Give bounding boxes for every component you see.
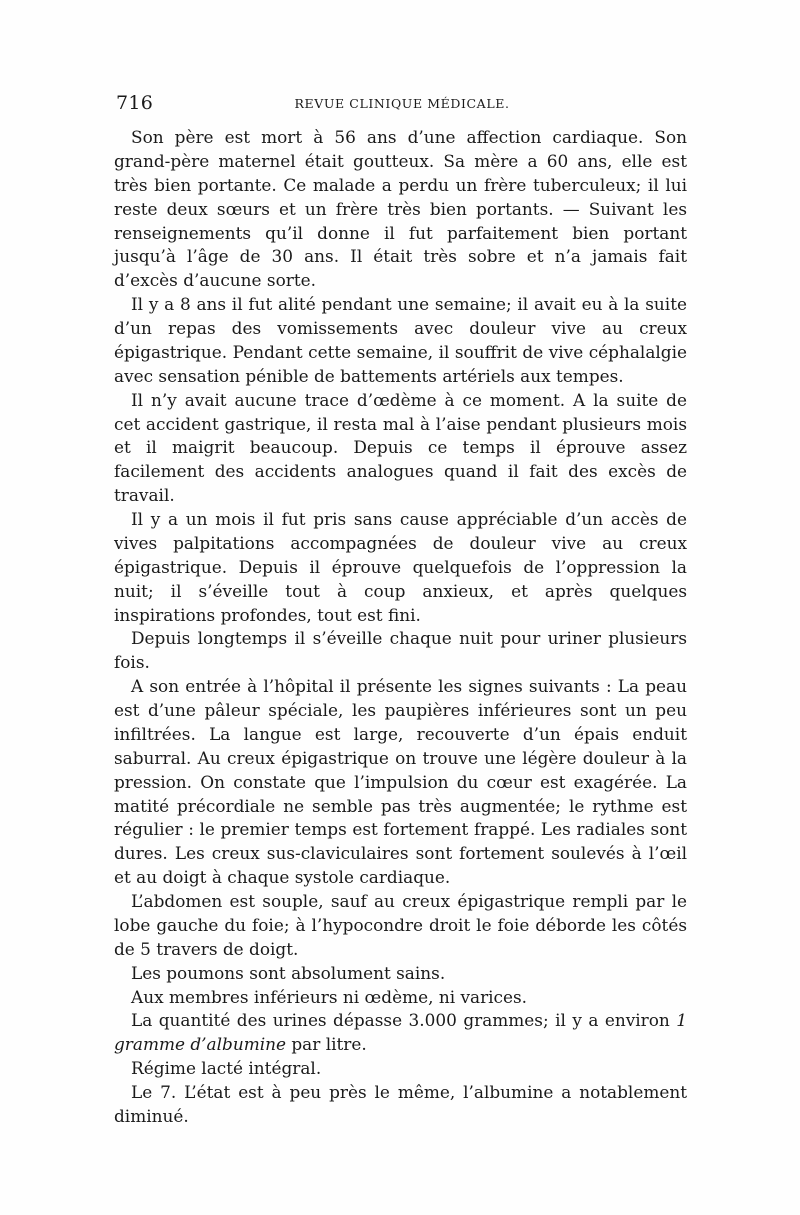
paragraph-one-month-ago: Il y a un mois il fut pris sans cause appréciable d’un accès de vives palpitations accompagnées de douleur vive au creux épigastrique. Depuis il éprouve quelquefois de l’oppression la nuit; il s’éveille tout à coup anxieux, et après quelques inspirations profondes, tout est fini. [114, 509, 687, 625]
paragraph-family-history: Son père est mort à 56 ans d’une affection cardiaque. Son grand-père maternel était goutteux. Sa mère a 60 ans, elle est très bien portante. Ce malade a perdu un frère tuberculeux; il lui reste deux sœurs et un frère très bien portants. — Suivant les renseignements qu’il donne il fut parfaitement bien portant jusqu’à l’âge de 30 ans. Il était très sobre et n’a jamais fait d’excès d’aucune sorte. [114, 127, 687, 291]
paragraph-lungs: Les poumons sont absolument sains. [131, 962, 446, 983]
paragraph-hospital-entry: A son entrée à l’hôpital il présente les signes suivants : La peau est d’une pâleur spéciale, les paupières inférieures sont un peu infiltrées. La langue est large, recouverte d’un épais enduit saburral. Au creux épigastrique on trouve une légère douleur à la pression. On constate que l’impulsion du cœur est exagérée. La matité précordiale ne semble pas très augmentée; le rythme est régulier : le premier temps est fortement frappé. Les radiales sont dures. Les creux sus-claviculaires sont fortement soulevés à l’œil et au doigt à chaque systole cardiaque. [114, 676, 687, 888]
paragraph-no-edema: Il n’y avait aucune trace d’œdème à ce moment. A la suite de cet accident gastrique, il resta mal à l’aise pendant plusieurs mois et il maigrit beaucoup. Depuis ce temps il éprouve assez facilement des accidents analogues quand il fait des excès de travail. [114, 389, 687, 506]
paragraph-abdomen: L’abdomen est souple, sauf au creux épigastrique rempli par le lobe gauche du foie; à l’hypocondre droit le foie déborde les côtés de 5 travers de doigt. [114, 891, 687, 959]
paragraph-day-seven: Le 7. L’état est à peu près le même, l’albumine a notablement diminué. [114, 1082, 687, 1126]
page-number: 716 [116, 92, 154, 114]
page-header [116, 92, 688, 118]
paragraph-lower-limbs: Aux membres inférieurs ni œdème, ni varices. [131, 986, 528, 1007]
urine-text-after: par litre. [286, 1034, 367, 1055]
paragraph-diet: Régime lacté intégral. [131, 1058, 322, 1079]
paragraph-urine [114, 1009, 687, 1057]
running-title: REVUE CLINIQUE MÉDICALE. [294, 96, 510, 111]
paragraph-eight-years-ago: Il y a 8 ans il fut alité pendant une semaine; il avait eu à la suite d’un repas des vomissements avec douleur vive au creux épigastrique. Pendant cette semaine, il souffrit de vive céphalalgie avec sensation pénible de battements artériels aux tempes. [114, 294, 687, 386]
urine-text-italic: 1 gramme d’albumine [114, 1010, 687, 1055]
urine-text-before: La quantité des urines dépasse 3.000 grammes; il y a environ [131, 1010, 677, 1031]
body-text [114, 126, 687, 1129]
paragraph-nightly-urination: Depuis longtemps il s’éveille chaque nuit pour uriner plusieurs fois. [114, 628, 687, 673]
